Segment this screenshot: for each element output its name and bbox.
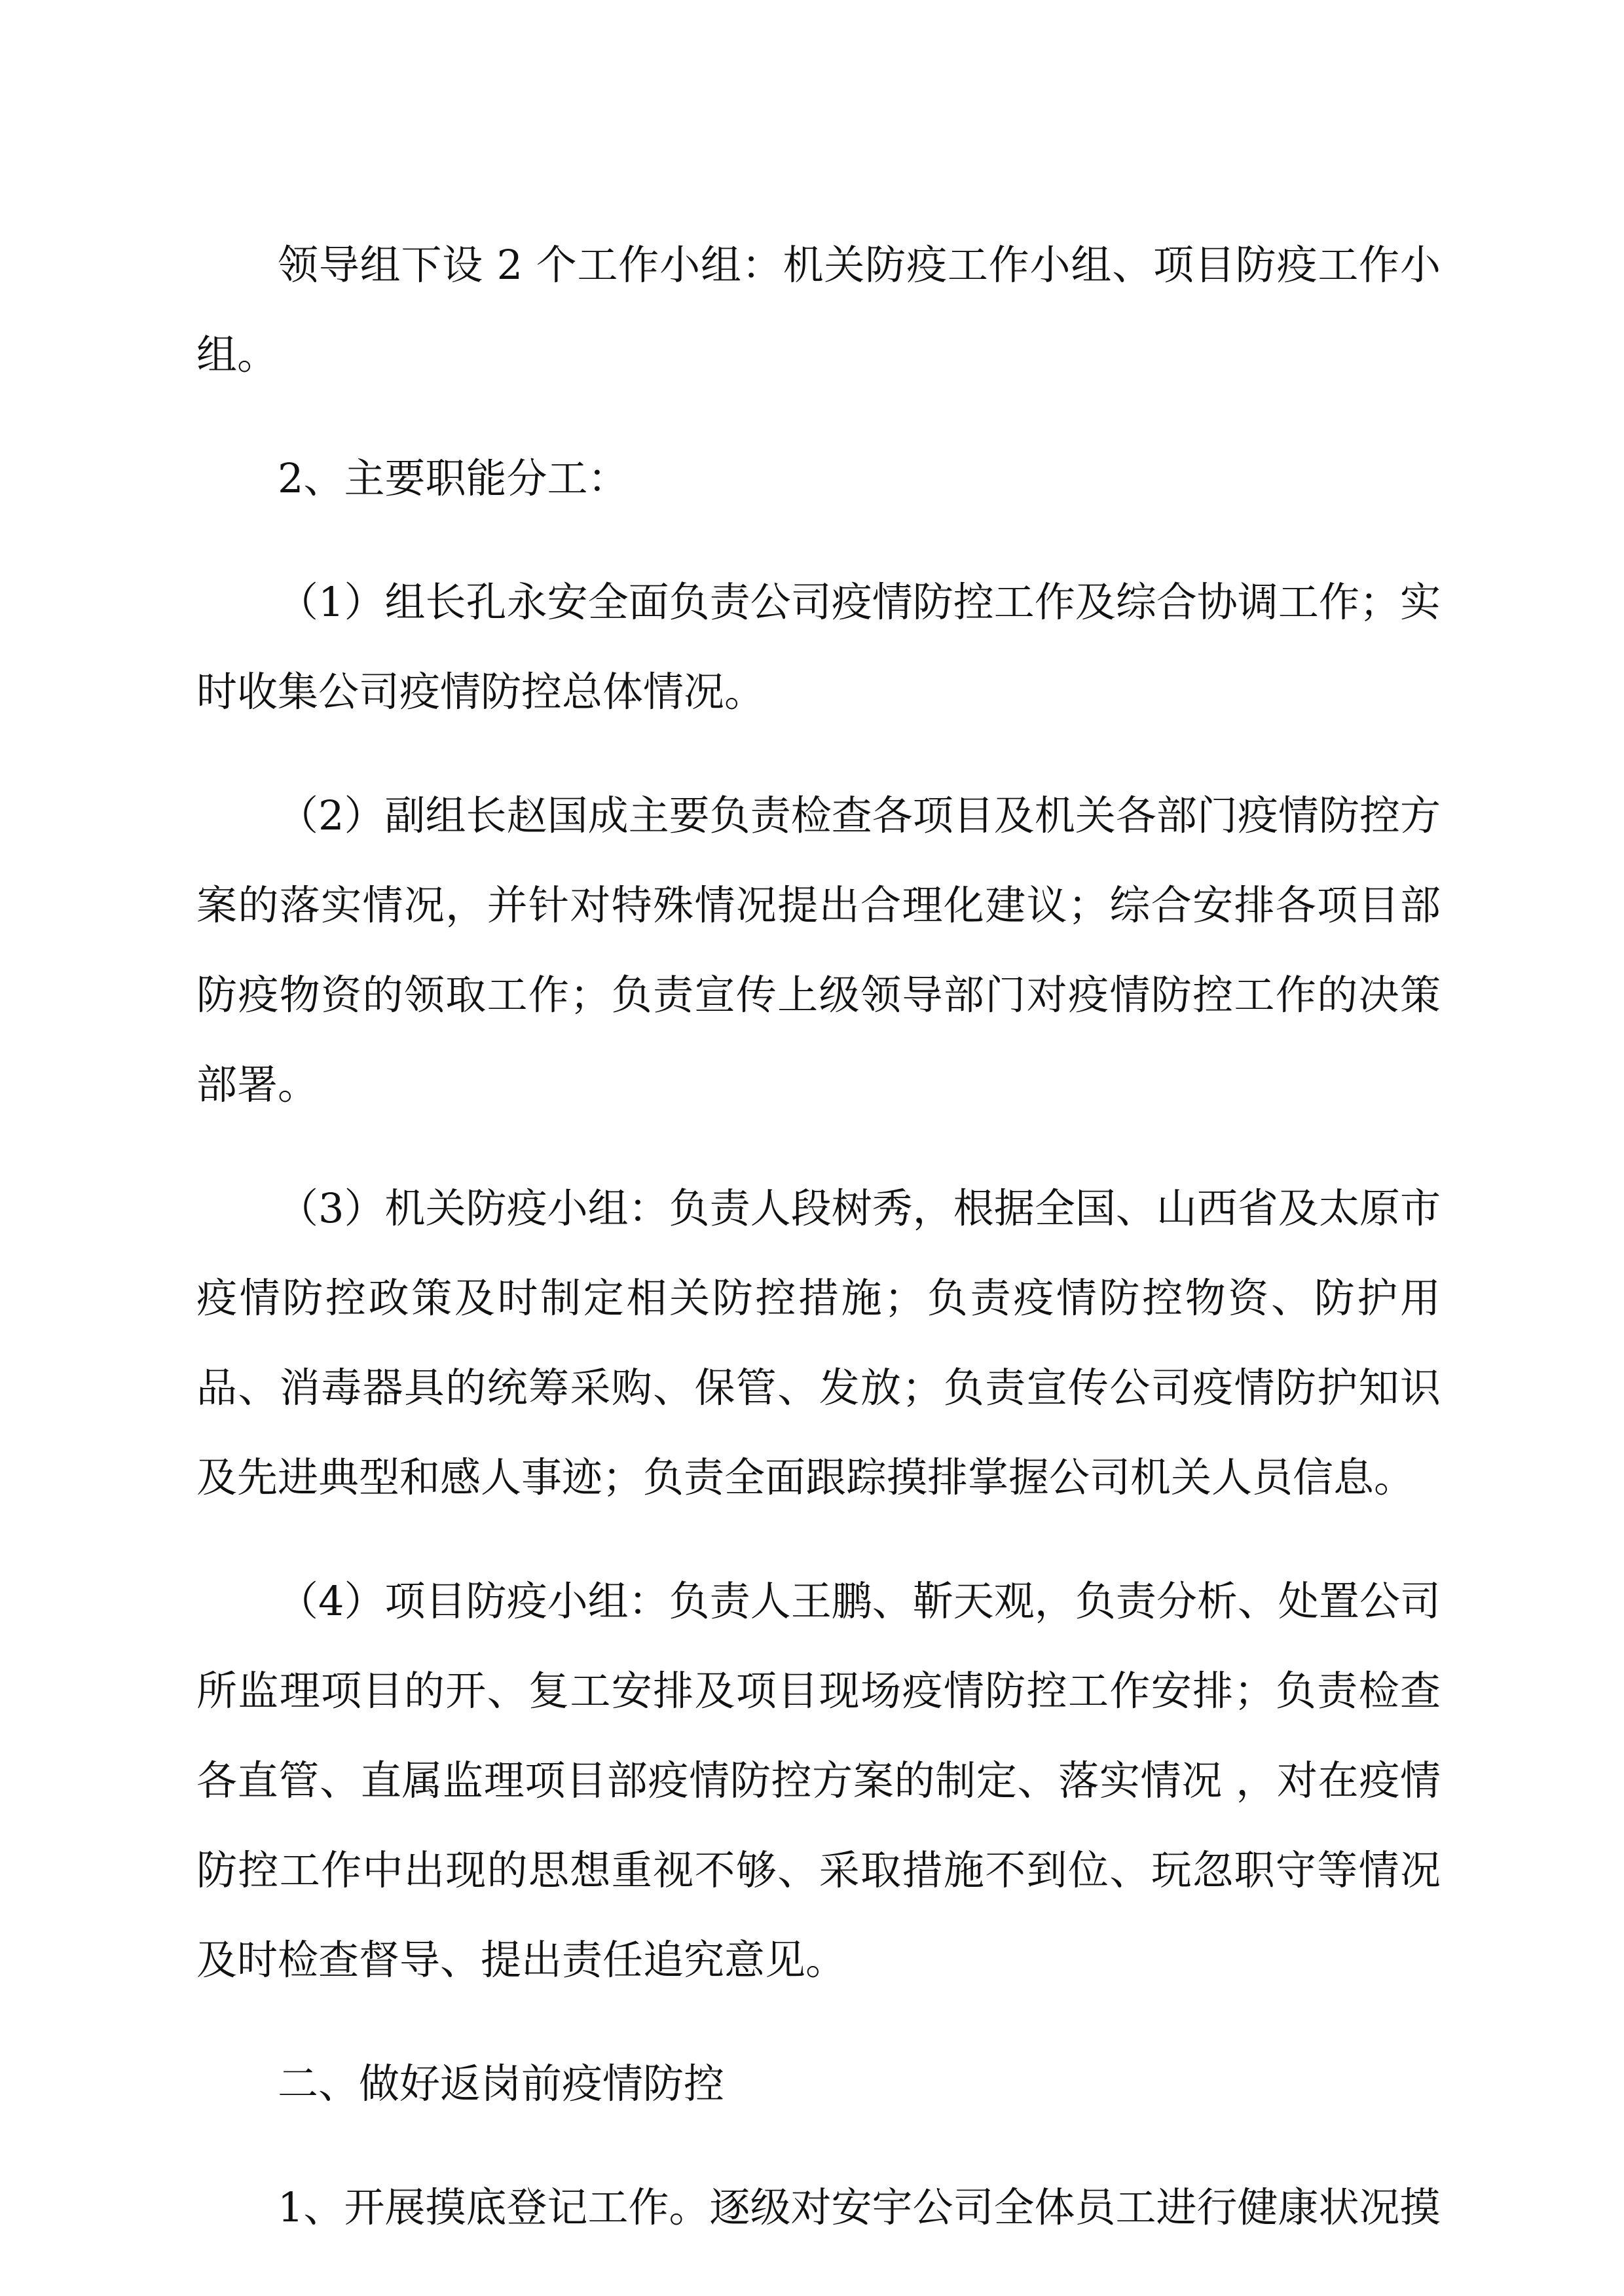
paragraph-duty-3: （3）机关防疫小组：负责人段树秀，根据全国、山西省及太原市疫情防控政策及时制定相关防控措施；负责疫情防控物资、防护用品、消毒器具的统筹采购、保管、发放；负责宣传公司疫情防护知识及先进典型和感人事迹；负责全面跟踪摸排掌握公司机关人员信息。 <box>196 1184 1441 1501</box>
paragraph-duty-4: （4）项目防疫小组：负责人王鹏、靳天观，负责分析、处置公司所监理项目的开、复工安排及项目现场疫情防控工作安排；负责检查各直管、直属监理项目部疫情防控方案的制定、落实情况 ，对在疫情防控工作中出现的思想重视不够、采取措施不到位、玩忽职守等情况及时检查督导、提出责任追究意见。 <box>196 1577 1441 1984</box>
paragraph-working-groups: 领导组下设 2 个工作小组：机关防疫工作小组、项目防疫工作小组。 <box>196 241 1441 378</box>
paragraph-duty-1: （1）组长孔永安全面负责公司疫情防控工作及综合协调工作；实时收集公司疫情防控总体情况。 <box>196 578 1441 716</box>
paragraph-registration: 1、开展摸底登记工作。逐级对安宇公司全体员工进行健康状况摸 <box>278 2183 1441 2231</box>
paragraph-duties-heading: 2、主要职能分工： <box>278 454 629 502</box>
document-body <box>196 220 1441 2252</box>
section-heading-2: 二、做好返岗前疫情防控 <box>278 2060 725 2107</box>
paragraph-duty-2: （2）副组长赵国成主要负责检查各项目及机关各部门疫情防控方案的落实情况，并针对特殊情况提出合理化建议；综合安排各项目部防疫物资的领取工作；负责宣传上级领导部门对疫情防控工作的决策部署。 <box>196 792 1441 1108</box>
